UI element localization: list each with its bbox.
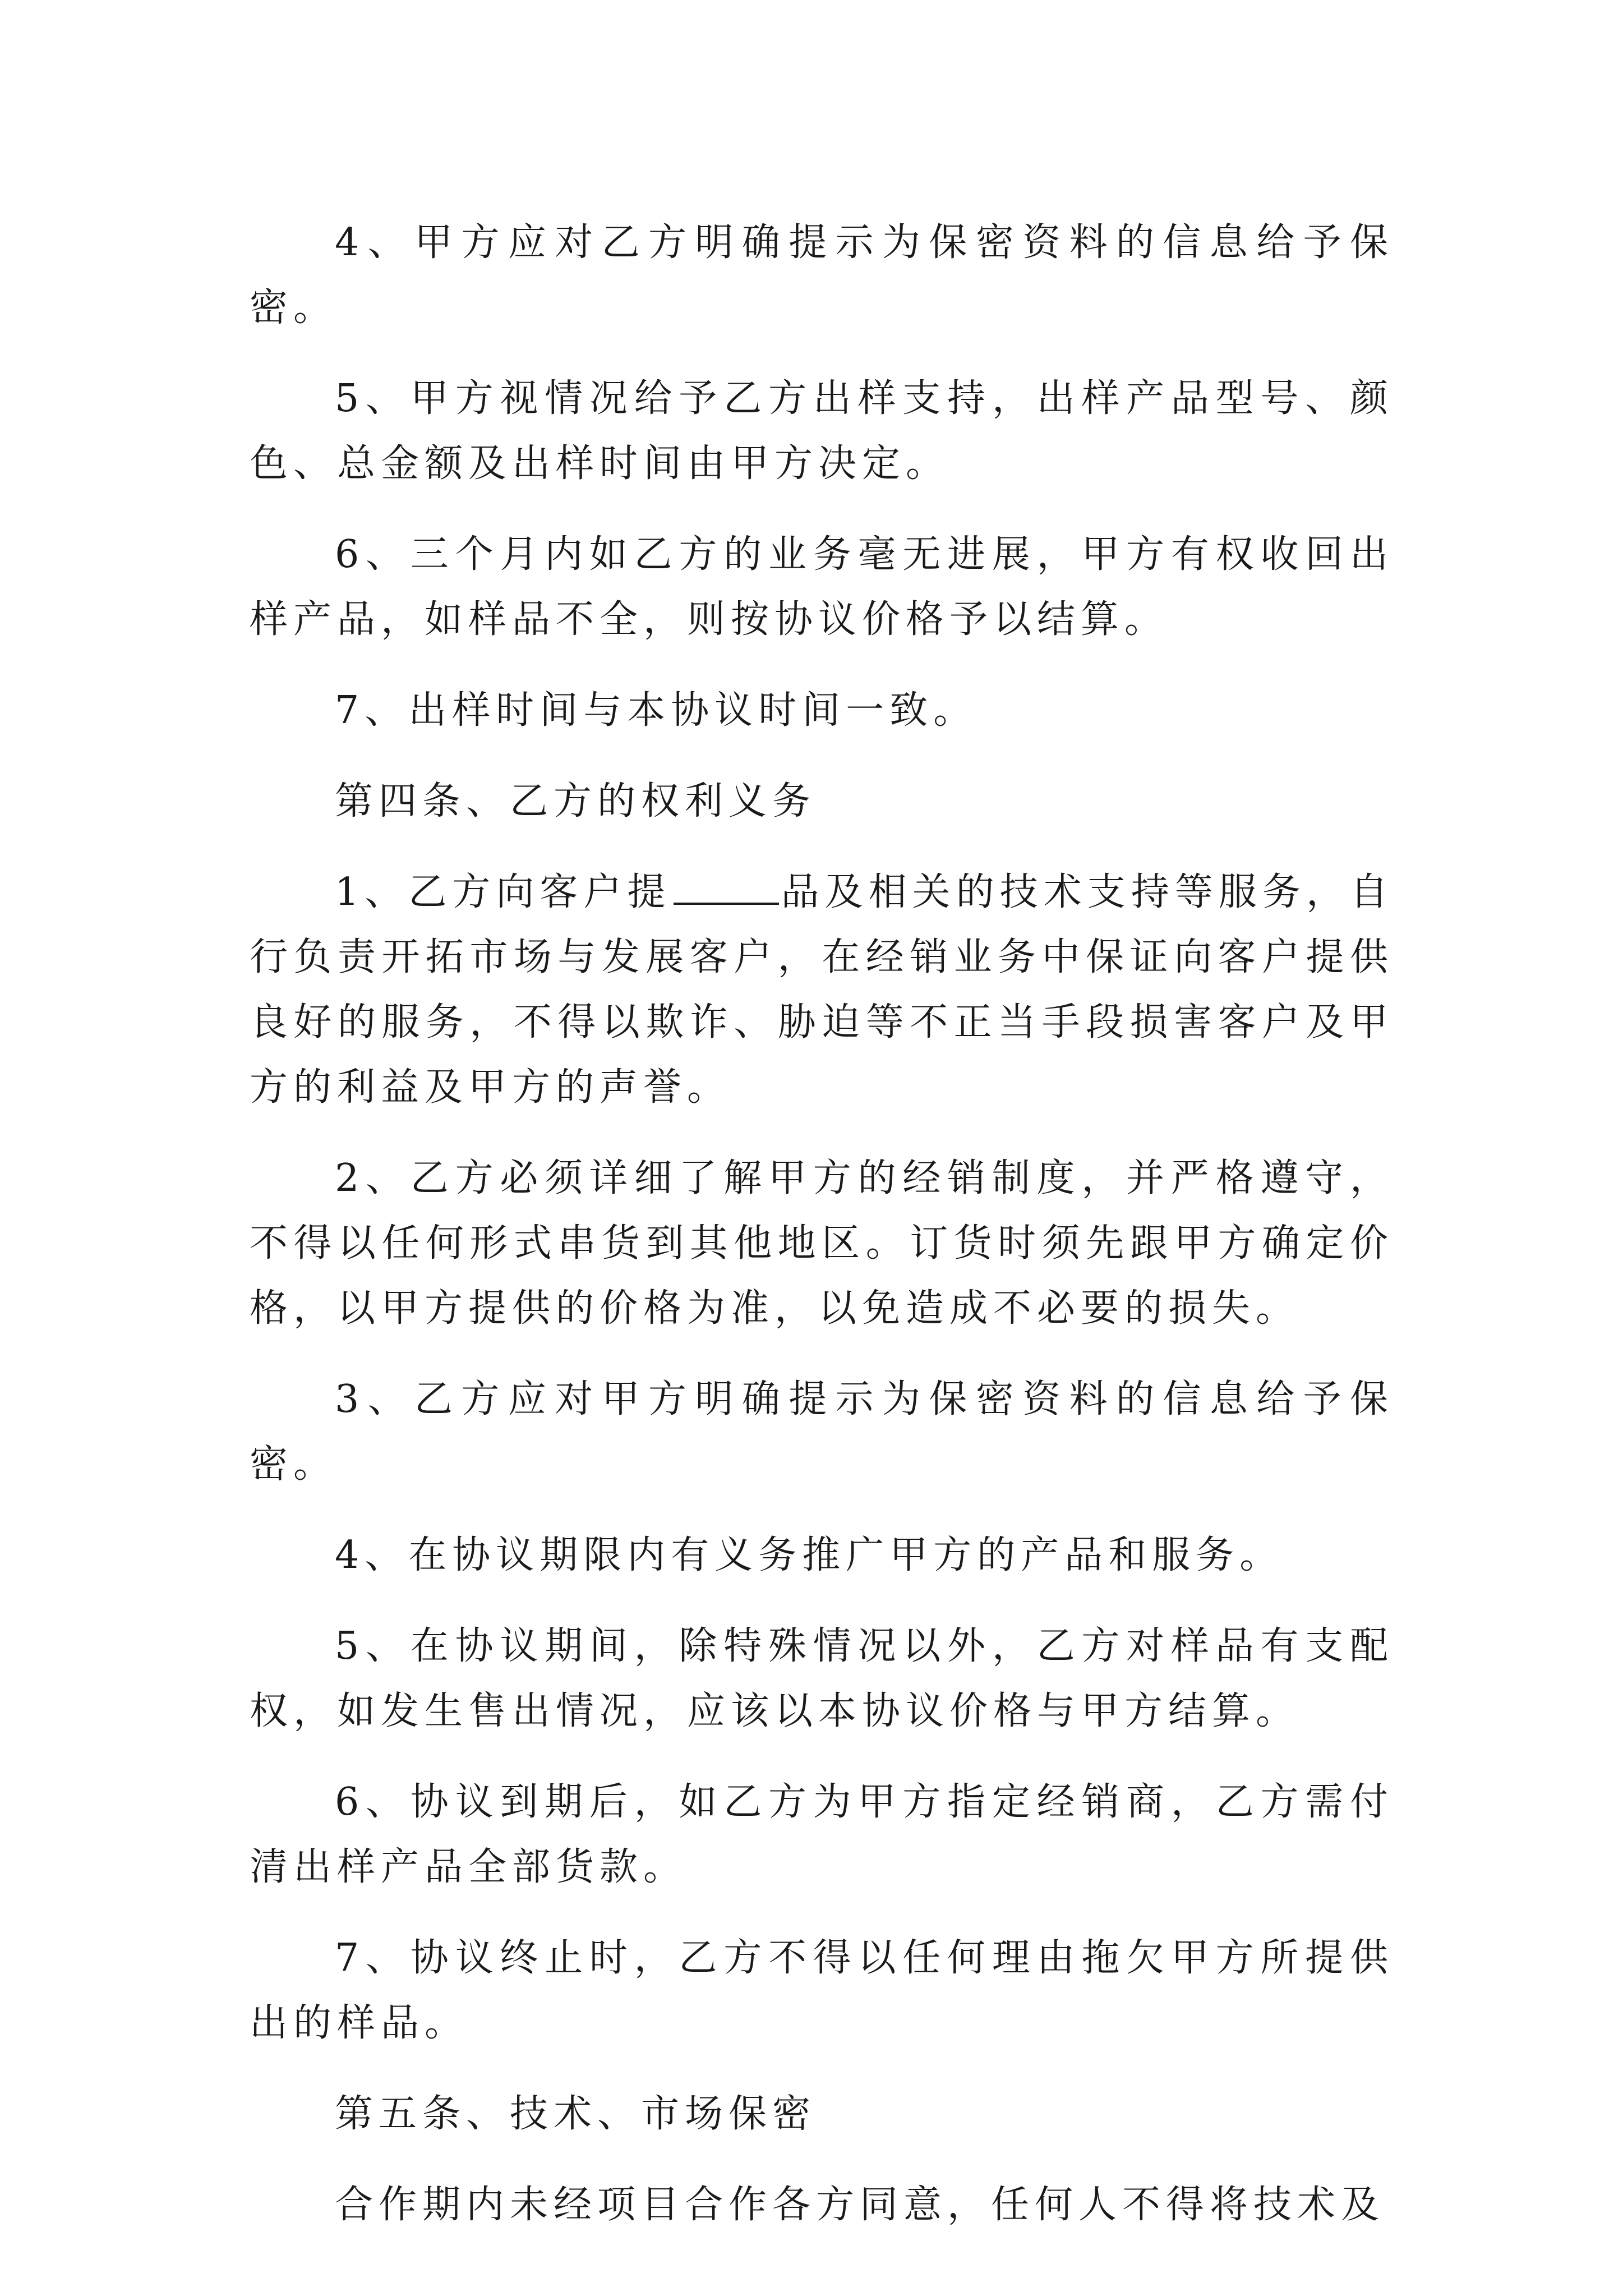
paragraph-party-b-item-2: 2、乙方必须详细了解甲方的经销制度，并严格遵守，不得以任何形式串货到其他地区。订货时须先跟甲方确定价格，以甲方提供的价格为准，以免造成不必要的损失。 [250,1156,1394,1331]
paragraph-party-b-item-4: 4、在协议期限内有义务推广甲方的产品和服务。 [335,1533,1284,1577]
paragraph-item-6-sample-recall: 6、三个月内如乙方的业务毫无进展，甲方有权收回出样产品，如样品不全，则按协议价格予以结算。 [250,532,1394,642]
paragraph-item-4-party-a-confidentiality: 4、甲方应对乙方明确提示为保密资料的信息给予保密。 [250,220,1394,330]
paragraph-item-7-sample-period: 7、出样时间与本协议时间一致。 [335,688,978,733]
paragraph-item-5-sample-support: 5、甲方视情况给予乙方出样支持，出样产品型号、颜色、总金额及出样时间由甲方决定。 [250,376,1394,486]
section-heading-article-5: 第五条、技术、市场保密 [335,2092,817,2136]
paragraph-party-b-item-3: 3、乙方应对甲方明确提示为保密资料的信息给予保密。 [250,1377,1394,1487]
paragraph-party-b-item-7: 7、协议终止时，乙方不得以任何理由拖欠甲方所提供出的样品。 [250,1936,1394,2045]
section-heading-article-4: 第四条、乙方的权利义务 [335,779,817,823]
paragraph-text-before-blank: 1、乙方向客户提 [335,870,671,914]
fill-in-blank [674,868,779,905]
paragraph-party-b-item-6: 6、协议到期后，如乙方为甲方指定经销商，乙方需付清出样产品全部货款。 [250,1780,1394,1889]
paragraph-confidentiality-clause: 合作期内未经项目合作各方同意，任何人不得将技术及 [335,2183,1385,2227]
paragraph-party-b-item-1 [250,860,1394,1120]
paragraph-text-after-blank: 品及相关的技术支持等服务，自行负责开拓市场与发展客户，在经销业务中保证向客户提供良好的服务，不得以欺诈、胁迫等不正当手段损害客户及甲方的利益及甲方的声誉。 [250,870,1394,1110]
document-body [250,210,1394,2263]
paragraph-party-b-item-5: 5、在协议期间，除特殊情况以外，乙方对样品有支配权，如发生售出情况，应该以本协议价格与甲方结算。 [250,1624,1394,1733]
